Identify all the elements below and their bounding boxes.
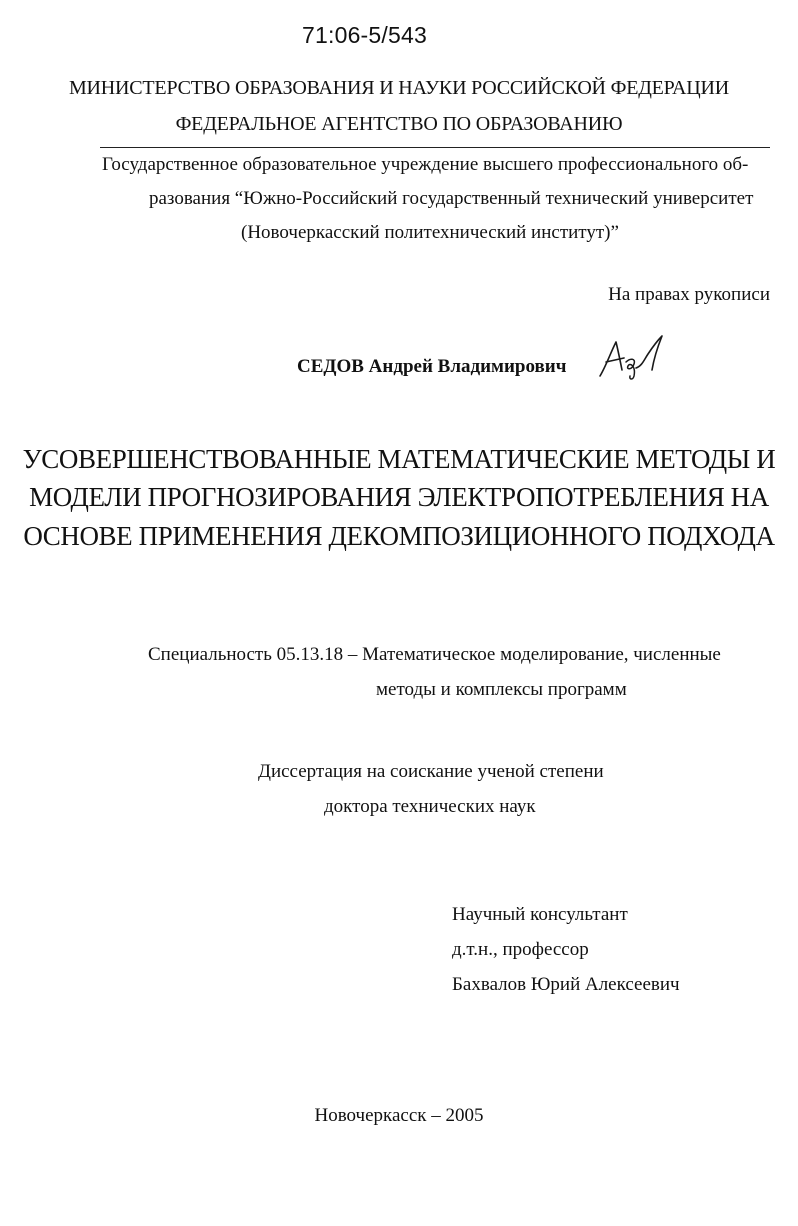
consultant-degree: д.т.н., профессор [452, 939, 589, 960]
specialty-line-1: Специальность 05.13.18 – Математическое моделирование, численные [148, 644, 721, 665]
dissertation-line-2: доктора технических наук [324, 796, 536, 817]
city-year: Новочеркасск – 2005 [314, 1105, 484, 1126]
author-name: СЕДОВ Андрей Владимирович [297, 356, 567, 377]
title-line-3: ОСНОВЕ ПРИМЕНЕНИЯ ДЕКОМПОЗИЦИОННОГО ПОДХОДА [23, 521, 775, 551]
archive-code: 71:06-5/543 [302, 22, 427, 48]
header-divider [100, 147, 770, 148]
specialty-line-2: методы и комплексы программ [376, 679, 627, 700]
consultant-role: Научный консультант [452, 904, 628, 925]
ministry-line-2: ФЕДЕРАЛЬНОЕ АГЕНТСТВО ПО ОБРАЗОВАНИЮ [175, 113, 623, 135]
title-line-1: УСОВЕРШЕНСТВОВАННЫЕ МАТЕМАТИЧЕСКИЕ МЕТОДЫ И [22, 444, 776, 474]
institution-line-2: разования “Южно-Российский государственный технический университет [149, 188, 754, 209]
manuscript-rights: На правах рукописи [608, 284, 770, 305]
dissertation-line-1: Диссертация на соискание ученой степени [258, 761, 604, 782]
author-signature [596, 332, 666, 382]
institution-line-1: Государственное образовательное учреждение высшего профессионального об- [102, 154, 749, 175]
ministry-line-1: МИНИСТЕРСТВО ОБРАЗОВАНИЯ И НАУКИ РОССИЙСКОЙ ФЕДЕРАЦИИ [68, 77, 730, 99]
consultant-name: Бахвалов Юрий Алексеевич [452, 974, 680, 995]
title-line-2: МОДЕЛИ ПРОГНОЗИРОВАНИЯ ЭЛЕКТРОПОТРЕБЛЕНИЯ НА [29, 482, 769, 512]
institution-line-3: (Новочеркасский политехнический институт)” [241, 222, 619, 243]
